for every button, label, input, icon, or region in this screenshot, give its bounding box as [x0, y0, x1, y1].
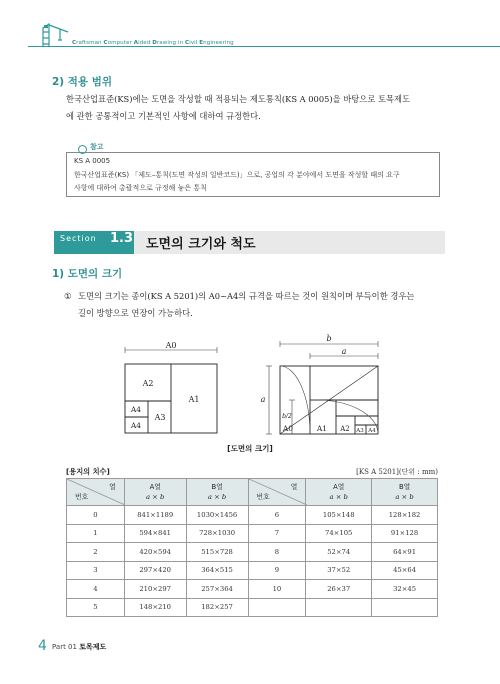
table-cell: 7 [248, 524, 306, 543]
table-cell: 594×841 [124, 524, 186, 543]
heading-scope: 2) 적용 범위 [52, 76, 112, 88]
table-row [67, 598, 438, 617]
figure-caption: [도면의 크기] [227, 444, 273, 453]
section-number: 1.3 [110, 231, 134, 246]
label-a-top: a [341, 347, 347, 356]
drawing-size-marker: ① [64, 291, 72, 301]
scope-paragraph [66, 91, 446, 125]
label-a0-left: A0 [165, 341, 177, 350]
table-cell: 297×420 [124, 561, 186, 580]
label-a4-bottom-left: A4 [130, 421, 142, 430]
table-cell: 37×52 [306, 561, 372, 580]
table-cell: 105×148 [306, 506, 372, 525]
label-a2-left: A2 [142, 379, 154, 388]
label-a4-right: A4 [368, 428, 376, 434]
table-row [67, 543, 438, 562]
header-b-series-2: B열 a × b [372, 479, 438, 506]
table-row [67, 580, 438, 599]
label-a-side: a [260, 395, 266, 404]
table-corner-header-2 [248, 479, 306, 506]
corner-column-label-2: 열 [290, 483, 298, 491]
table-cell: 4 [67, 580, 125, 599]
table-cell: 728×1030 [186, 524, 248, 543]
table-cell: 257×364 [186, 580, 248, 599]
table-cell: 182×257 [186, 598, 248, 617]
table-cell: 841×1189 [124, 506, 186, 525]
note-line-1: KS A 0005 [74, 157, 111, 165]
reference-label: 참고 [90, 143, 104, 151]
label-a3-left: A3 [154, 413, 166, 422]
table-cell: 64×91 [372, 543, 438, 562]
table-cell [372, 598, 438, 617]
scope-line-1: 한국산업표준(KS)에는 도면을 작성할 때 적용되는 제도통칙(KS A 0005)을 바탕으로 토목제도 [66, 94, 411, 104]
note-line-2: 한국산업표준(KS) 「제도–통칙(도면 작성의 일반코드)」으로, 공업의 각 분야에서 도면을 작성할 때의 요구 [74, 171, 400, 179]
table-cell: 32×45 [372, 580, 438, 599]
table-cell: 1030×1456 [186, 506, 248, 525]
table-cell: 10 [248, 580, 306, 599]
corner-row-label: 번호 [75, 493, 89, 501]
label-a3-right: A3 [356, 428, 364, 434]
paper-size-diagram-left [118, 340, 228, 436]
header-b-series: B열 a × b [186, 479, 248, 506]
table-cell: 128×182 [372, 506, 438, 525]
drawing-size-line-2: 길이 방향으로 연장이 가능하다. [78, 308, 193, 318]
label-a0-right: A0 [282, 424, 294, 433]
heading-drawing-size: 1) 도면의 크기 [52, 268, 123, 280]
footer-part-label: Part 01 [52, 643, 77, 651]
header-crane-logo [40, 22, 72, 48]
table-cell: 0 [67, 506, 125, 525]
table-cell: 515×728 [186, 543, 248, 562]
table-cell: 1 [67, 524, 125, 543]
table-cell: 52×74 [306, 543, 372, 562]
label-b-top: b [326, 334, 332, 343]
pencil-icon [78, 145, 87, 154]
note-line-3: 사항에 대하여 총괄적으로 규정해 놓은 통칙 [74, 184, 207, 192]
drawing-size-paragraph [78, 288, 448, 322]
scope-line-2: 에 관한 공통적이고 기본적인 사항에 대하여 규정한다. [66, 111, 261, 121]
paper-size-diagram-right [258, 332, 382, 436]
table-cell: 8 [248, 543, 306, 562]
table-cell: 74×105 [306, 524, 372, 543]
label-a2-right: A2 [340, 425, 350, 433]
label-a1-left: A1 [188, 395, 200, 404]
table-cell: 91×128 [372, 524, 438, 543]
paper-dimension-table [66, 478, 438, 617]
corner-column-label: 열 [109, 483, 116, 491]
table-row [67, 524, 438, 543]
header-a-series-2: A열 a × b [306, 479, 372, 506]
table-cell: 45×64 [372, 561, 438, 580]
table-title: [용지의 치수] [66, 467, 110, 476]
table-header-row [67, 479, 438, 506]
table-cell: 6 [248, 506, 306, 525]
table-cell: 148×210 [124, 598, 186, 617]
table-cell: 3 [67, 561, 125, 580]
label-a4-top-left: A4 [130, 405, 142, 414]
table-row [67, 561, 438, 580]
header-rule [28, 46, 500, 47]
table-cell [248, 598, 306, 617]
header-a-series: A열 a × b [124, 479, 186, 506]
table-cell [306, 598, 372, 617]
footer-part-title: 토목제도 [79, 643, 107, 651]
label-a1-right: A1 [316, 424, 328, 433]
table-cell: 5 [67, 598, 125, 617]
table-cell: 364×515 [186, 561, 248, 580]
drawing-size-line-1: 도면의 크기는 종이(KS A 5201)의 A0~A4의 규격을 따르는 것이 원칙이며 부득이한 경우는 [78, 291, 415, 301]
table-row [67, 506, 438, 525]
corner-row-label-2: 번호 [256, 493, 270, 501]
table-unit: [KS A 5201](단위 : mm) [356, 468, 438, 476]
table-cell: 210×297 [124, 580, 186, 599]
table-cell: 9 [248, 561, 306, 580]
table-corner-header [67, 479, 125, 506]
section-title: 도면의 크기와 척도 [146, 237, 256, 252]
table-cell: 26×37 [306, 580, 372, 599]
section-tag-label: Section [60, 234, 97, 243]
header-series-title: Craftsman Computer Aided Drawing in Civil Engineering [72, 40, 234, 46]
table-cell: 420×594 [124, 543, 186, 562]
page-number: 4 [38, 638, 47, 654]
label-b-half: b/2 [282, 413, 292, 420]
table-cell: 2 [67, 543, 125, 562]
footer-part [52, 642, 106, 652]
